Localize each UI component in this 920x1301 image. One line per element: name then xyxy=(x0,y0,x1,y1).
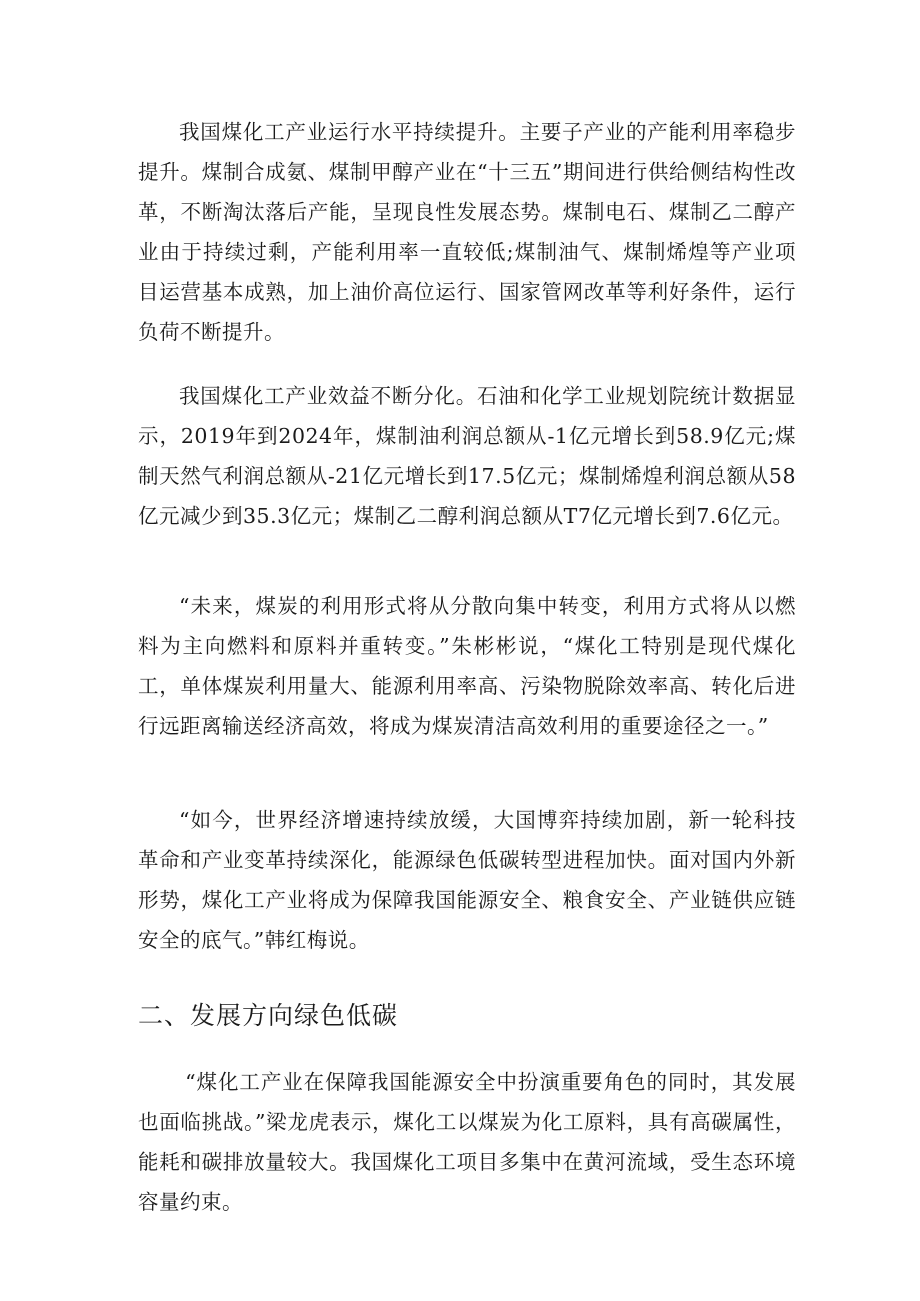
paragraph-quote-han-hongmei: “如今，世界经济增速持续放缓，大国博弈持续加剧，新一轮科技革命和产业变革持续深化，能源绿色低碳转型进程加快。面对国内外新形势，煤化工产业将成为保障我国能源安全、粮食安全、产业链供应链安全的底气。”韩红梅说。 xyxy=(138,808,796,952)
paragraph-quote-zhu-binbin: “未来，煤炭的利用形式将从分散向集中转变，利用方式将从以燃料为主向燃料和原料并重转变。”朱彬彬说，“煤化工特别是现代煤化工，单体煤炭利用量大、能源利用率高、污染物脱除效率高、转化后进行远距离输送经济高效，将成为煤炭清洁高效利用的重要途径之一。” xyxy=(138,594,796,738)
paragraph-profit-statistics: 我国煤化工产业效益不断分化。石油和化学工业规划院统计数据显示，2019年到2024年，煤制油利润总额从-1亿元增长到58.9亿元;煤制天然气利润总额从-21亿元增长到17.5亿元；煤制烯煌利润总额从58亿元减少到35.3亿元；煤制乙二醇利润总额从T7亿元增长到7.6亿元。 xyxy=(138,384,796,528)
section-heading: 二、发展方向绿色低碳 xyxy=(138,1001,399,1030)
paragraph-capacity-utilization: 我国煤化工产业运行水平持续提升。主要子产业的产能利用率稳步提升。煤制合成氨、煤制甲醇产业在“十三五”期间进行供给侧结构性改革，不断淘汰落后产能，呈现良性发展态势。煤制电石、煤制乙二醇产业由于持续过剩，产能利用率一直较低;煤制油气、煤制烯煌等产业项目运营基本成熟，加上油价高位运行、国家管网改革等利好条件，运行负荷不断提升。 xyxy=(138,120,796,344)
paragraph-quote-liang-longhu: “煤化工产业在保障我国能源安全中扮演重要角色的同时，其发展也面临挑战。”梁龙虎表示，煤化工以煤炭为化工原料，具有高碳属性，能耗和碳排放量较大。我国煤化工项目多集中在黄河流域，受生态环境容量约束。 xyxy=(138,1070,796,1214)
